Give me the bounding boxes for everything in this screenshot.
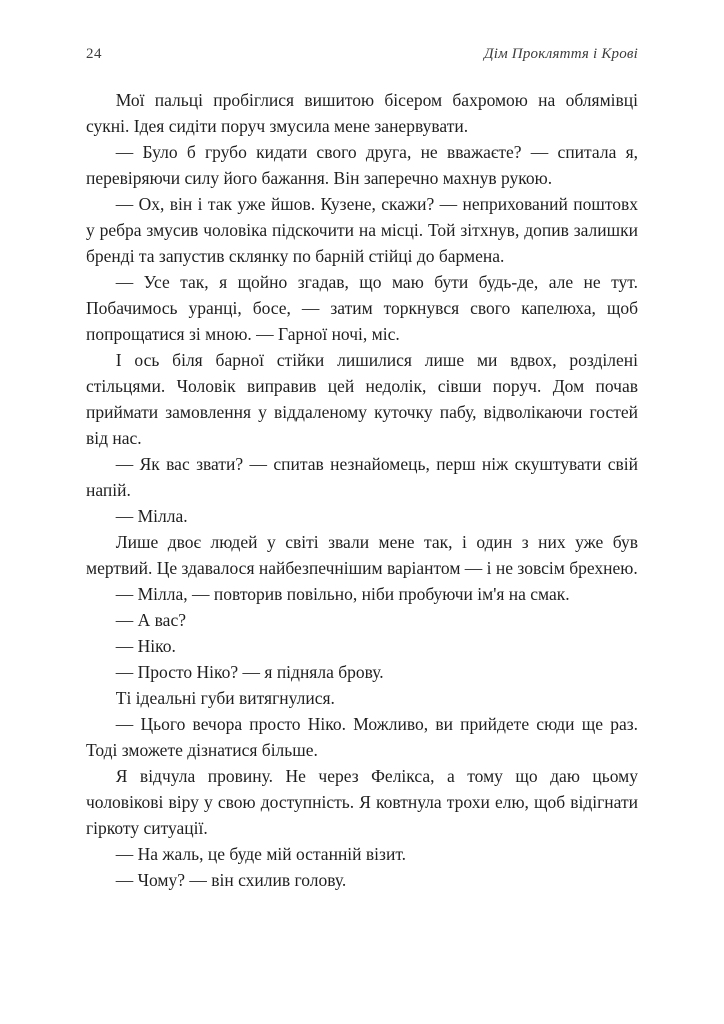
paragraph: — Мілла. <box>115 506 188 526</box>
page-header <box>86 46 638 63</box>
paragraph: — На жаль, це буде мій останній візит. <box>115 844 407 864</box>
paragraph: — Усе так, я щойно згадав, що маю бути будь-де, але не тут. Побачимось уранці, босе, — затим торкнувся свого капелюха, щоб попрощатися зі мною. — Гарної ночі, міс. <box>86 272 638 344</box>
paragraph: — Як вас звати? — спитав незнайомець, перш ніж скуштувати свій напій. <box>86 454 638 500</box>
paragraph: — А вас? <box>115 610 186 630</box>
running-title: Дім Прокляття і Крові <box>483 46 638 62</box>
paragraph: І ось біля барної стійки лишилися лише ми вдвох, розділені стільцями. Чоловік виправив цей недолік, сівши поруч. Дом почав приймати замовлення у віддаленому куточку пабу, відволікаючи гостей від нас. <box>86 350 638 448</box>
paragraph: — Ніко. <box>115 636 176 656</box>
paragraph: — Було б грубо кидати свого друга, не вважаєте? — спитала я, перевіряючи силу його бажання. Він заперечно махнув рукою. <box>86 142 638 188</box>
page-number: 24 <box>86 46 102 62</box>
paragraph: — Цього вечора просто Ніко. Можливо, ви прийдете сюди ще раз. Тоді зможете дізнатися більше. <box>86 714 638 760</box>
paragraph: Я відчула провину. Не через Фелікса, а тому що даю цьому чоловікові віру у свою доступність. Я ковтнула трохи елю, щоб відігнати гіркоту ситуації. <box>86 766 638 838</box>
paragraph: — Просто Ніко? — я підняла брову. <box>115 662 384 682</box>
page-body <box>86 87 638 893</box>
paragraph: Лише двоє людей у світі звали мене так, і один з них уже був мертвий. Це здавалося найбезпечнішим варіантом — і не зовсім брехнею. <box>86 532 638 578</box>
paragraph: Мої пальці пробіглися вишитою бісером бахромою на облямівці сукні. Ідея сидіти поруч змусила мене занервувати. <box>86 90 638 136</box>
paragraph: — Мілла, — повторив повільно, ніби пробуючи ім'я на смак. <box>115 584 570 604</box>
paragraph: — Чому? — він схилив голову. <box>115 870 347 890</box>
paragraph: Ті ідеальні губи витягнулися. <box>115 688 335 708</box>
paragraph: — Ох, він і так уже йшов. Кузене, скажи? — неприхований поштовх у ребра змусив чоловіка підскочити на місці. Той зітхнув, допив залишки бренді та запустив склянку по барній стійці до бармена. <box>86 194 638 266</box>
